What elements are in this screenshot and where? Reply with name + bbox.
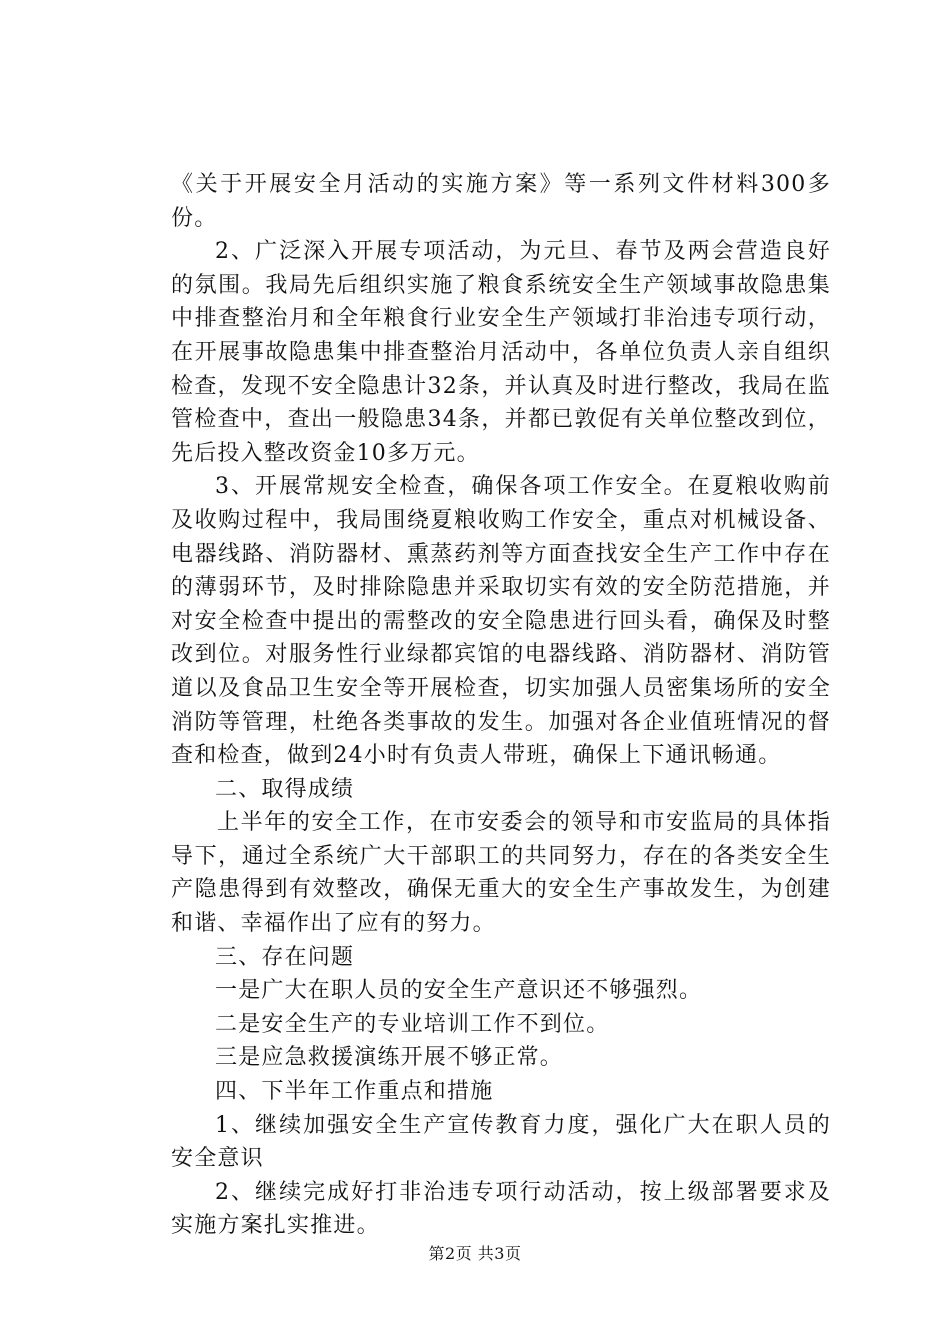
problem-item-2: 二是安全生产的专业培训工作不到位。 — [215, 1011, 610, 1037]
section-heading-achievements: 二、取得成绩 — [215, 776, 355, 802]
paragraph-achievements: 上半年的安全工作，在市安委会的领导和市安监局的具体指导下，通过全系统广大干部职工的共同努力，存在的各类安全生产隐患得到有效整改，确保无重大的安全生产事故发生，为创建和谐、幸福作出了应有的努力。 — [171, 810, 831, 937]
paragraph-item-3: 3、开展常规安全检查，确保各项工作安全。在夏粮收购前及收购过程中，我局围绕夏粮收购工作安全，重点对机械设备、电器线路、消防器材、熏蒸药剂等方面查找安全生产工作中存在的薄弱环节，及时排除隐患并采取切实有效的安全防范措施，并对安全检查中提出的需整改的安全隐患进行回头看，确保及时整改到位。对服务性行业绿都宾馆的电器线路、消防器材、消防管道以及食品卫生安全等开展检查，切实加强人员密集场所的安全消防等管理，杜绝各类事故的发生。加强对各企业值班情况的督查和检查，做到24小时有负责人带班，确保上下通讯畅通。 — [171, 474, 831, 769]
measure-item-2: 2、继续完成好打非治违专项行动活动，按上级部署要求及实施方案扎实推进。 — [171, 1179, 831, 1239]
section-heading-problems: 三、存在问题 — [215, 944, 355, 970]
problem-item-1: 一是广大在职人员的安全生产意识还不够强烈。 — [215, 978, 703, 1004]
page-number-indicator: 第2页 共3页 — [428, 1244, 522, 1263]
section-heading-next-steps: 四、下半年工作重点和措施 — [215, 1079, 494, 1105]
problem-item-3: 三是应急救援演练开展不够正常。 — [215, 1045, 564, 1071]
document-body — [171, 168, 831, 1243]
measure-item-1: 1、继续加强安全生产宣传教育力度，强化广大在职人员的安全意识 — [171, 1112, 831, 1172]
paragraph-item-2: 2、广泛深入开展专项活动，为元旦、春节及两会营造良好的氛围。我局先后组织实施了粮食系统安全生产领域事故隐患集中排查整治月和全年粮食行业安全生产领域打非治违专项行动，在开展事故隐患集中排查整治月活动中，各单位负责人亲自组织检查，发现不安全隐患计32条，并认真及时进行整改，我局在监管检查中，查出一般隐患34条，并都已敦促有关单位整改到位，先后投入整改资金10多万元。 — [171, 239, 831, 466]
page-footer — [0, 1244, 950, 1264]
paragraph-continuation: 《关于开展安全月活动的实施方案》等一系列文件材料300多份。 — [171, 172, 831, 231]
